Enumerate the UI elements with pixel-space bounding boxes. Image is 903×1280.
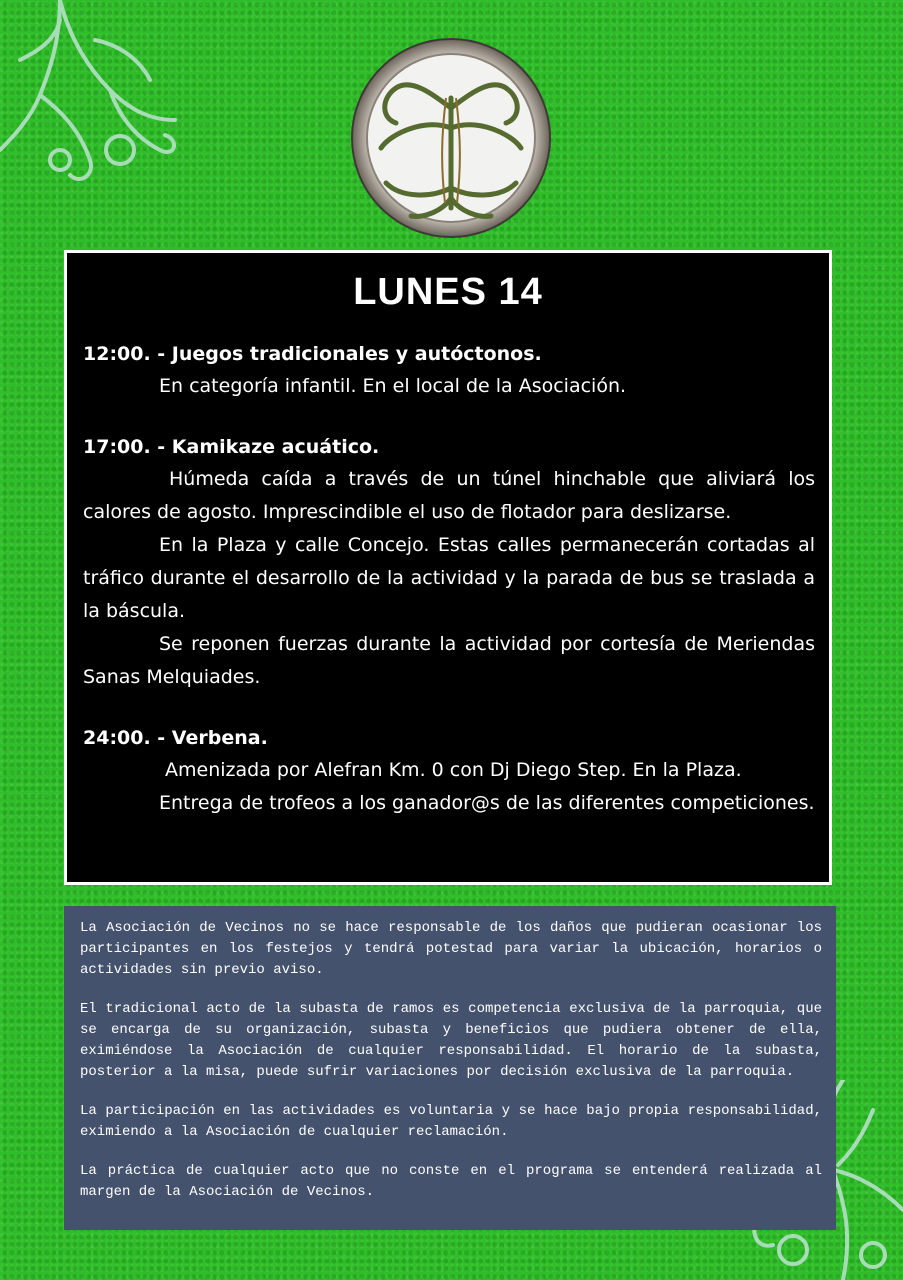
disclaimer-paragraph: La práctica de cualquier acto que no conste en el programa se entenderá realizada al margen de la Asociación de Vecinos.: [80, 1163, 822, 1200]
celtic-tree-top-left-icon: [0, 0, 190, 190]
event-description: Húmeda caída a través de un túnel hinchable que aliviará los calores de agosto. Imprescindible el uso de flotador para deslizarse.: [83, 468, 815, 523]
event-description: En la Plaza y calle Concejo. Estas calles permanecerán cortadas al tráfico durante el desarrollo de la actividad y la parada de bus se traslada a la báscula.: [83, 534, 815, 622]
disclaimer-paragraph: La participación en las actividades es voluntaria y se hace bajo propia responsabilidad, eximiendo a la Asociación de cualquier reclamación.: [80, 1103, 822, 1140]
event-description: Entrega de trofeos a los ganador@s de las diferentes competiciones.: [159, 792, 815, 814]
disclaimer-box: [64, 906, 836, 1230]
event-heading: 12:00. - Juegos tradicionales y autóctonos.: [83, 343, 542, 365]
disclaimer-paragraph: La Asociación de Vecinos no se hace responsable de los daños que pudieran ocasionar los participantes en los festejos y tendrá potestad para variar la ubicación, horarios o actividades sin previo aviso.: [80, 920, 822, 978]
event-heading: 24:00. - Verbena.: [83, 727, 268, 749]
event-list: [67, 338, 829, 820]
day-schedule-panel: [64, 250, 832, 885]
disclaimer-paragraph: El tradicional acto de la subasta de ramos es competencia exclusiva de la parroquia, que se encarga de su organización, subasta y beneficios que pudiera obtener de ella, eximiéndose la Asociación de cualquier responsabilidad. El horario de la subasta, posterior a la misa, puede sufrir variaciones por decisión exclusiva de la parroquia.: [80, 1001, 822, 1080]
day-title: LUNES 14: [353, 271, 543, 313]
event-description: En categoría infantil. En el local de la Asociación.: [159, 375, 627, 397]
event-description: Se reponen fuerzas durante la actividad por cortesía de Meriendas Sanas Melquiades.: [83, 633, 815, 688]
event-kamikaze: [83, 431, 815, 694]
event-juegos: [83, 338, 815, 403]
tree-of-life-emblem: [351, 38, 551, 238]
event-heading: 17:00. - Kamikaze acuático.: [83, 436, 380, 458]
event-verbena: [83, 722, 815, 820]
event-description: Amenizada por Alefran Km. 0 con Dj Diego Step. En la Plaza.: [165, 759, 742, 781]
